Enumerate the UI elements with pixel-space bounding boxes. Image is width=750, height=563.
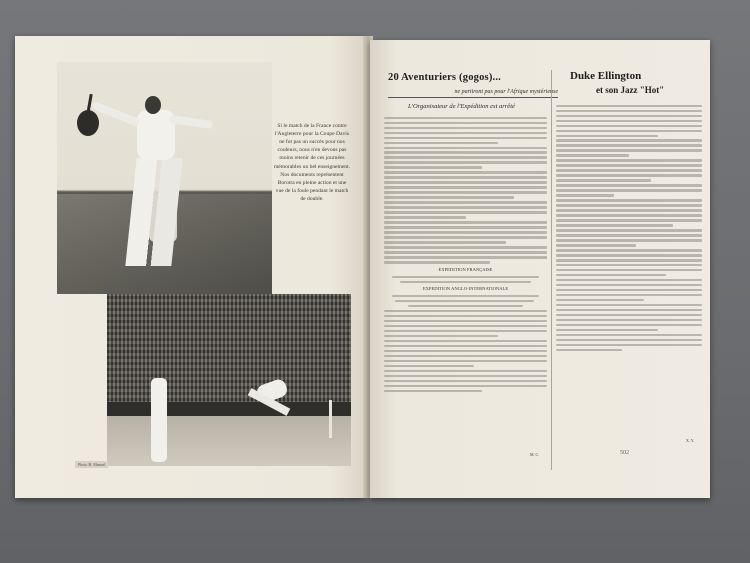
left-page	[15, 36, 365, 498]
article-title: 20 Aventuriers (gogos)...	[388, 72, 501, 83]
section-heading: EXPEDITION ANGLO-INTERNATIONALE	[422, 285, 509, 291]
column-divider	[551, 70, 552, 470]
player-left	[151, 378, 167, 462]
right-page	[370, 40, 710, 498]
tennis-player-photo	[57, 62, 272, 294]
article-heading: L'Organisateur de l'Expédition est arrêté	[408, 103, 515, 110]
article-body-column	[556, 102, 702, 462]
article-signature: X. Y.	[686, 438, 695, 443]
article-body-column	[384, 114, 547, 469]
magazine-spread	[15, 30, 710, 498]
net-post	[329, 400, 332, 438]
article-title: Duke Ellington	[570, 70, 642, 82]
article-subtitle: et son Jazz "Hot"	[596, 85, 665, 95]
page-number: 502	[620, 450, 629, 456]
doubles-match-photo	[107, 294, 351, 466]
section-heading: EXPEDITION FRANÇAISE	[438, 266, 493, 272]
racket-shape	[77, 110, 99, 136]
photo-credit: Photo H. Manuel	[75, 461, 108, 468]
photo-caption: Si le match de la France contre l'Angleterre pour la Coupe Davis ne fut pas un succès pour nos couleurs, nous n'en devons pas moins retenir de ces journées mémorables un bel enseignement. Nos documents représentent Borotra en pleine action et une vue de la foule pendant le match de double.	[273, 123, 351, 202]
article-subtitle: ne partiront pas pour l'Afrique mystérieuse	[388, 89, 558, 98]
player-figure	[119, 100, 179, 280]
article-signature: M. C.	[530, 452, 540, 457]
